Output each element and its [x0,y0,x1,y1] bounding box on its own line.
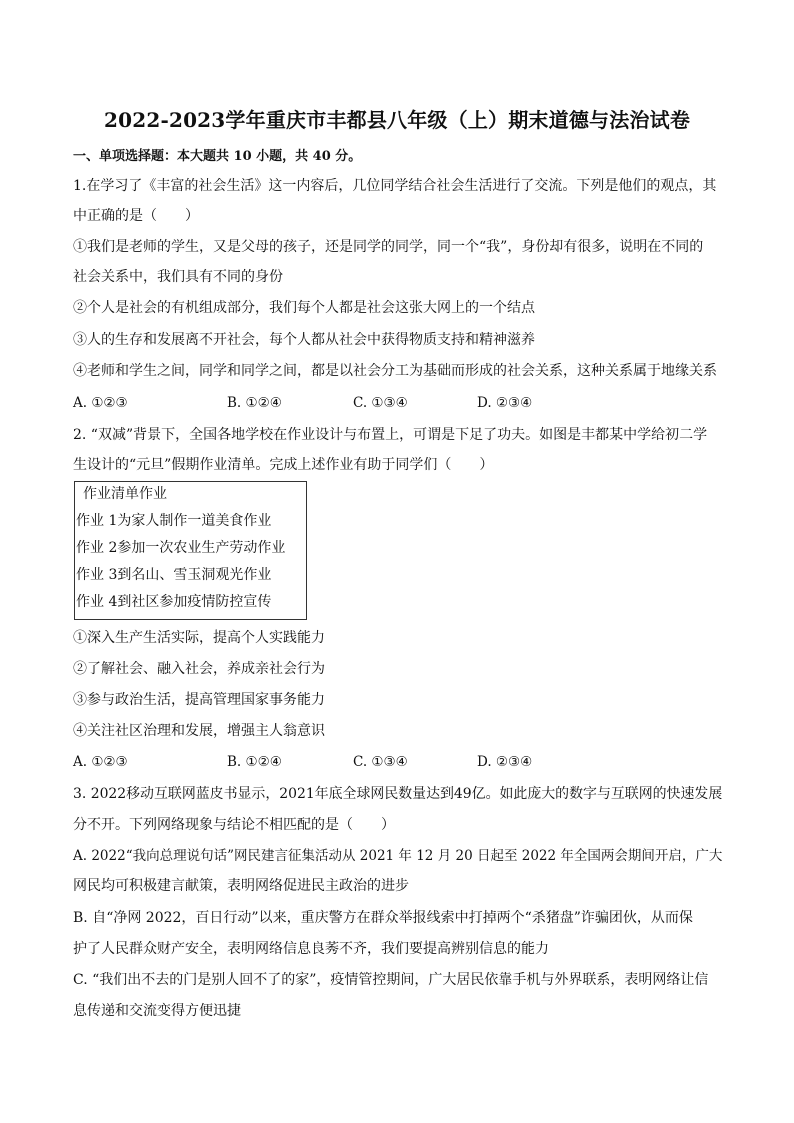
q2-stem-line-1: 2. “双减”背景下，全国各地学校在作业设计与布置上，可谓是下足了功夫。如图是丰都某中学给初二学 [73,427,708,443]
q1-option-c[interactable]: C. ①③④ [353,395,408,411]
homework-item-1: 作业 1为家人制作一道美食作业 [76,513,272,529]
q3-stem-line-1: 3. 2022移动互联网蓝皮书显示，2021年底全球网民数量达到49亿。如此庞大的数字与互联网的快速发展 [73,786,723,802]
q2-option-d[interactable]: D. ②③④ [477,754,533,770]
q3-stem-line-2: 分不开。下列网络现象与结论不相匹配的是（ ） [73,817,395,833]
q2-stem-line-2: 生设计的“元旦”假期作业清单。完成上述作业有助于同学们（ ） [73,457,494,473]
q1-stem-line-1: 1.在学习了《丰富的社会生活》这一内容后，几位同学结合社会生活进行了交流。下列是他们的观点，其 [73,178,717,194]
homework-item-3: 作业 3到名山、雪玉洞观光作业 [76,567,272,583]
q1-option-a[interactable]: A. ①②③ [73,395,128,411]
q1-statement-3: ③人的生存和发展离不开社会，每个人都从社会中获得物质支持和精神滋养 [73,332,535,348]
q2-statement-4: ④关注社区治理和发展，增强主人翁意识 [73,723,325,739]
q2-option-b[interactable]: B. ①②④ [227,754,282,770]
q1-statement-4: ④老师和学生之间，同学和同学之间，都是以社会分工为基础而形成的社会关系，这种关系属于地缘关系 [73,363,717,379]
q1-option-b[interactable]: B. ①②④ [227,395,282,411]
q2-options [73,753,723,771]
q1-statement-2: ②个人是社会的有机组成部分，我们每个人都是社会这张大网上的一个结点 [73,300,535,316]
q2-option-c[interactable]: C. ①③④ [353,754,408,770]
homework-list-header: 作业清单作业 [83,486,167,502]
q3-option-a-line-1[interactable]: A. 2022“我向总理说句话”网民建言征集活动从 2021 年 12 月 20 日起至 2022 年全国两会期间开启，广大 [73,848,723,864]
q3-option-a-line-2[interactable]: 网民均可积极建言献策，表明网络促进民主政治的进步 [73,878,409,894]
q1-option-d[interactable]: D. ②③④ [477,395,533,411]
q1-statement-1-cont: 社会关系中，我们具有不同的身份 [73,269,283,285]
homework-item-4: 作业 4到社区参加疫情防控宣传 [76,594,272,610]
q1-options [73,394,723,412]
page-title: 2022-2023学年重庆市丰都县八年级（上）期末道德与法治试卷 [103,108,691,132]
q3-option-b-line-2[interactable]: 护了人民群众财产安全，表明网络信息良莠不齐，我们要提高辨别信息的能力 [73,941,549,957]
q2-option-a[interactable]: A. ①②③ [73,754,128,770]
q1-stem-line-2: 中正确的是（ ） [73,208,199,224]
section-heading: 一、单项选择题：本大题共 10 小题，共 40 分。 [73,149,362,164]
q2-statement-3: ③参与政治生活，提高管理国家事务能力 [73,692,325,708]
q2-statement-1: ①深入生产生活实际，提高个人实践能力 [73,630,325,646]
q1-statement-1: ①我们是老师的学生，又是父母的孩子，还是同学的同学，同一个“我”，身份却有很多，说明在不同的 [73,239,704,255]
q3-option-b-line-1[interactable]: B. 自“净网 2022，百日行动”以来，重庆警方在群众举报线索中打掉两个“杀猪盘”诈骗团伙，从而保 [73,910,693,926]
q3-option-c-line-2[interactable]: 息传递和交流变得方便迅捷 [73,1003,241,1019]
homework-item-2: 作业 2参加一次农业生产劳动作业 [76,540,286,556]
q3-option-c-line-1[interactable]: C. “我们出不去的门是别人回不了的家”，疫情管控期间，广大居民依靠手机与外界联系，表明网络让信 [73,972,709,988]
q2-statement-2: ②了解社会、融入社会，养成亲社会行为 [73,661,325,677]
homework-list-box [74,481,307,620]
